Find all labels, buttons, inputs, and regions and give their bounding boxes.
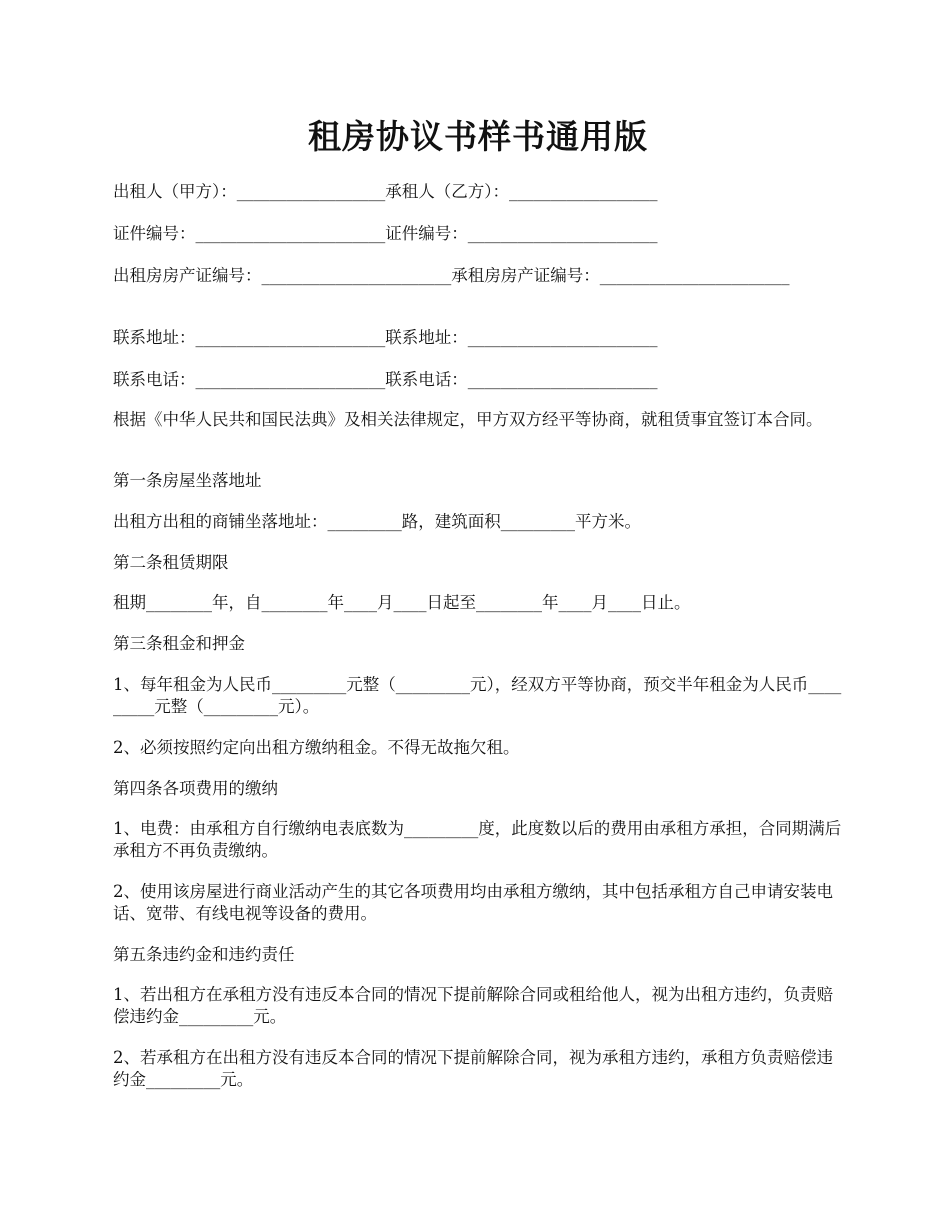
article-1-content: 出租方出租的商铺坐落地址：_________路，建筑面积_________平方米。 (113, 512, 641, 531)
article-3-heading: 第三条租金和押金 (113, 634, 245, 653)
article-2-content: 租期________年，自________年____月____日起至________年____月____日止。 (113, 593, 691, 612)
article-2-heading: 第二条租赁期限 (113, 553, 229, 572)
contact-phone-line: 联系电话：_______________________联系电话：_______________________ (113, 370, 658, 389)
property-certificate-line: 出租房房产证编号：_______________________承租房房产证编号：_______________________ (113, 266, 790, 285)
article-4-heading: 第四条各项费用的缴纳 (113, 779, 278, 798)
article-5-heading: 第五条违约金和违约责任 (113, 945, 295, 964)
lessor-lessee-line: 出租人（甲方）：__________________承租人（乙方）：__________________ (113, 182, 658, 201)
article-3-clause-2: 2、必须按照约定向出租方缴纳租金。不得无故拖欠租。 (113, 738, 520, 757)
legal-basis-paragraph: 根据《中华人民共和国民法典》及相关法律规定，甲方双方经平等协商，就租赁事宜签订本合同。 (113, 410, 823, 429)
article-4-clause-1: 1、电费：由承租方自行缴纳电表底数为_________度，此度数以后的费用由承租方承担，合同期满后承租方不再负责缴纳。 (113, 819, 842, 860)
article-1-heading: 第一条房屋坐落地址 (113, 471, 262, 490)
contact-address-line: 联系地址：_______________________联系地址：_______________________ (113, 328, 658, 347)
article-5-clause-2: 2、若承租方在出租方没有违反本合同的情况下提前解除合同，视为承租方违约，承租方负责赔偿违约金_________元。 (113, 1048, 833, 1089)
article-3-clause-1: 1、每年租金为人民币_________元整（_________元），经双方平等协商，预交半年租金为人民币_________元整（_________元）。 (113, 675, 842, 716)
article-4-clause-2: 2、使用该房屋进行商业活动产生的其它各项费用均由承租方缴纳，其中包括承租方自己申请安装电话、宽带、有线电视等设备的费用。 (113, 882, 833, 923)
id-number-line: 证件编号：_______________________证件编号：_______________________ (113, 224, 658, 243)
article-5-clause-1: 1、若出租方在承租方没有违反本合同的情况下提前解除合同或租给他人，视为出租方违约，负责赔偿违约金_________元。 (113, 985, 833, 1026)
document-title: 租房协议书样书通用版 (308, 117, 648, 156)
